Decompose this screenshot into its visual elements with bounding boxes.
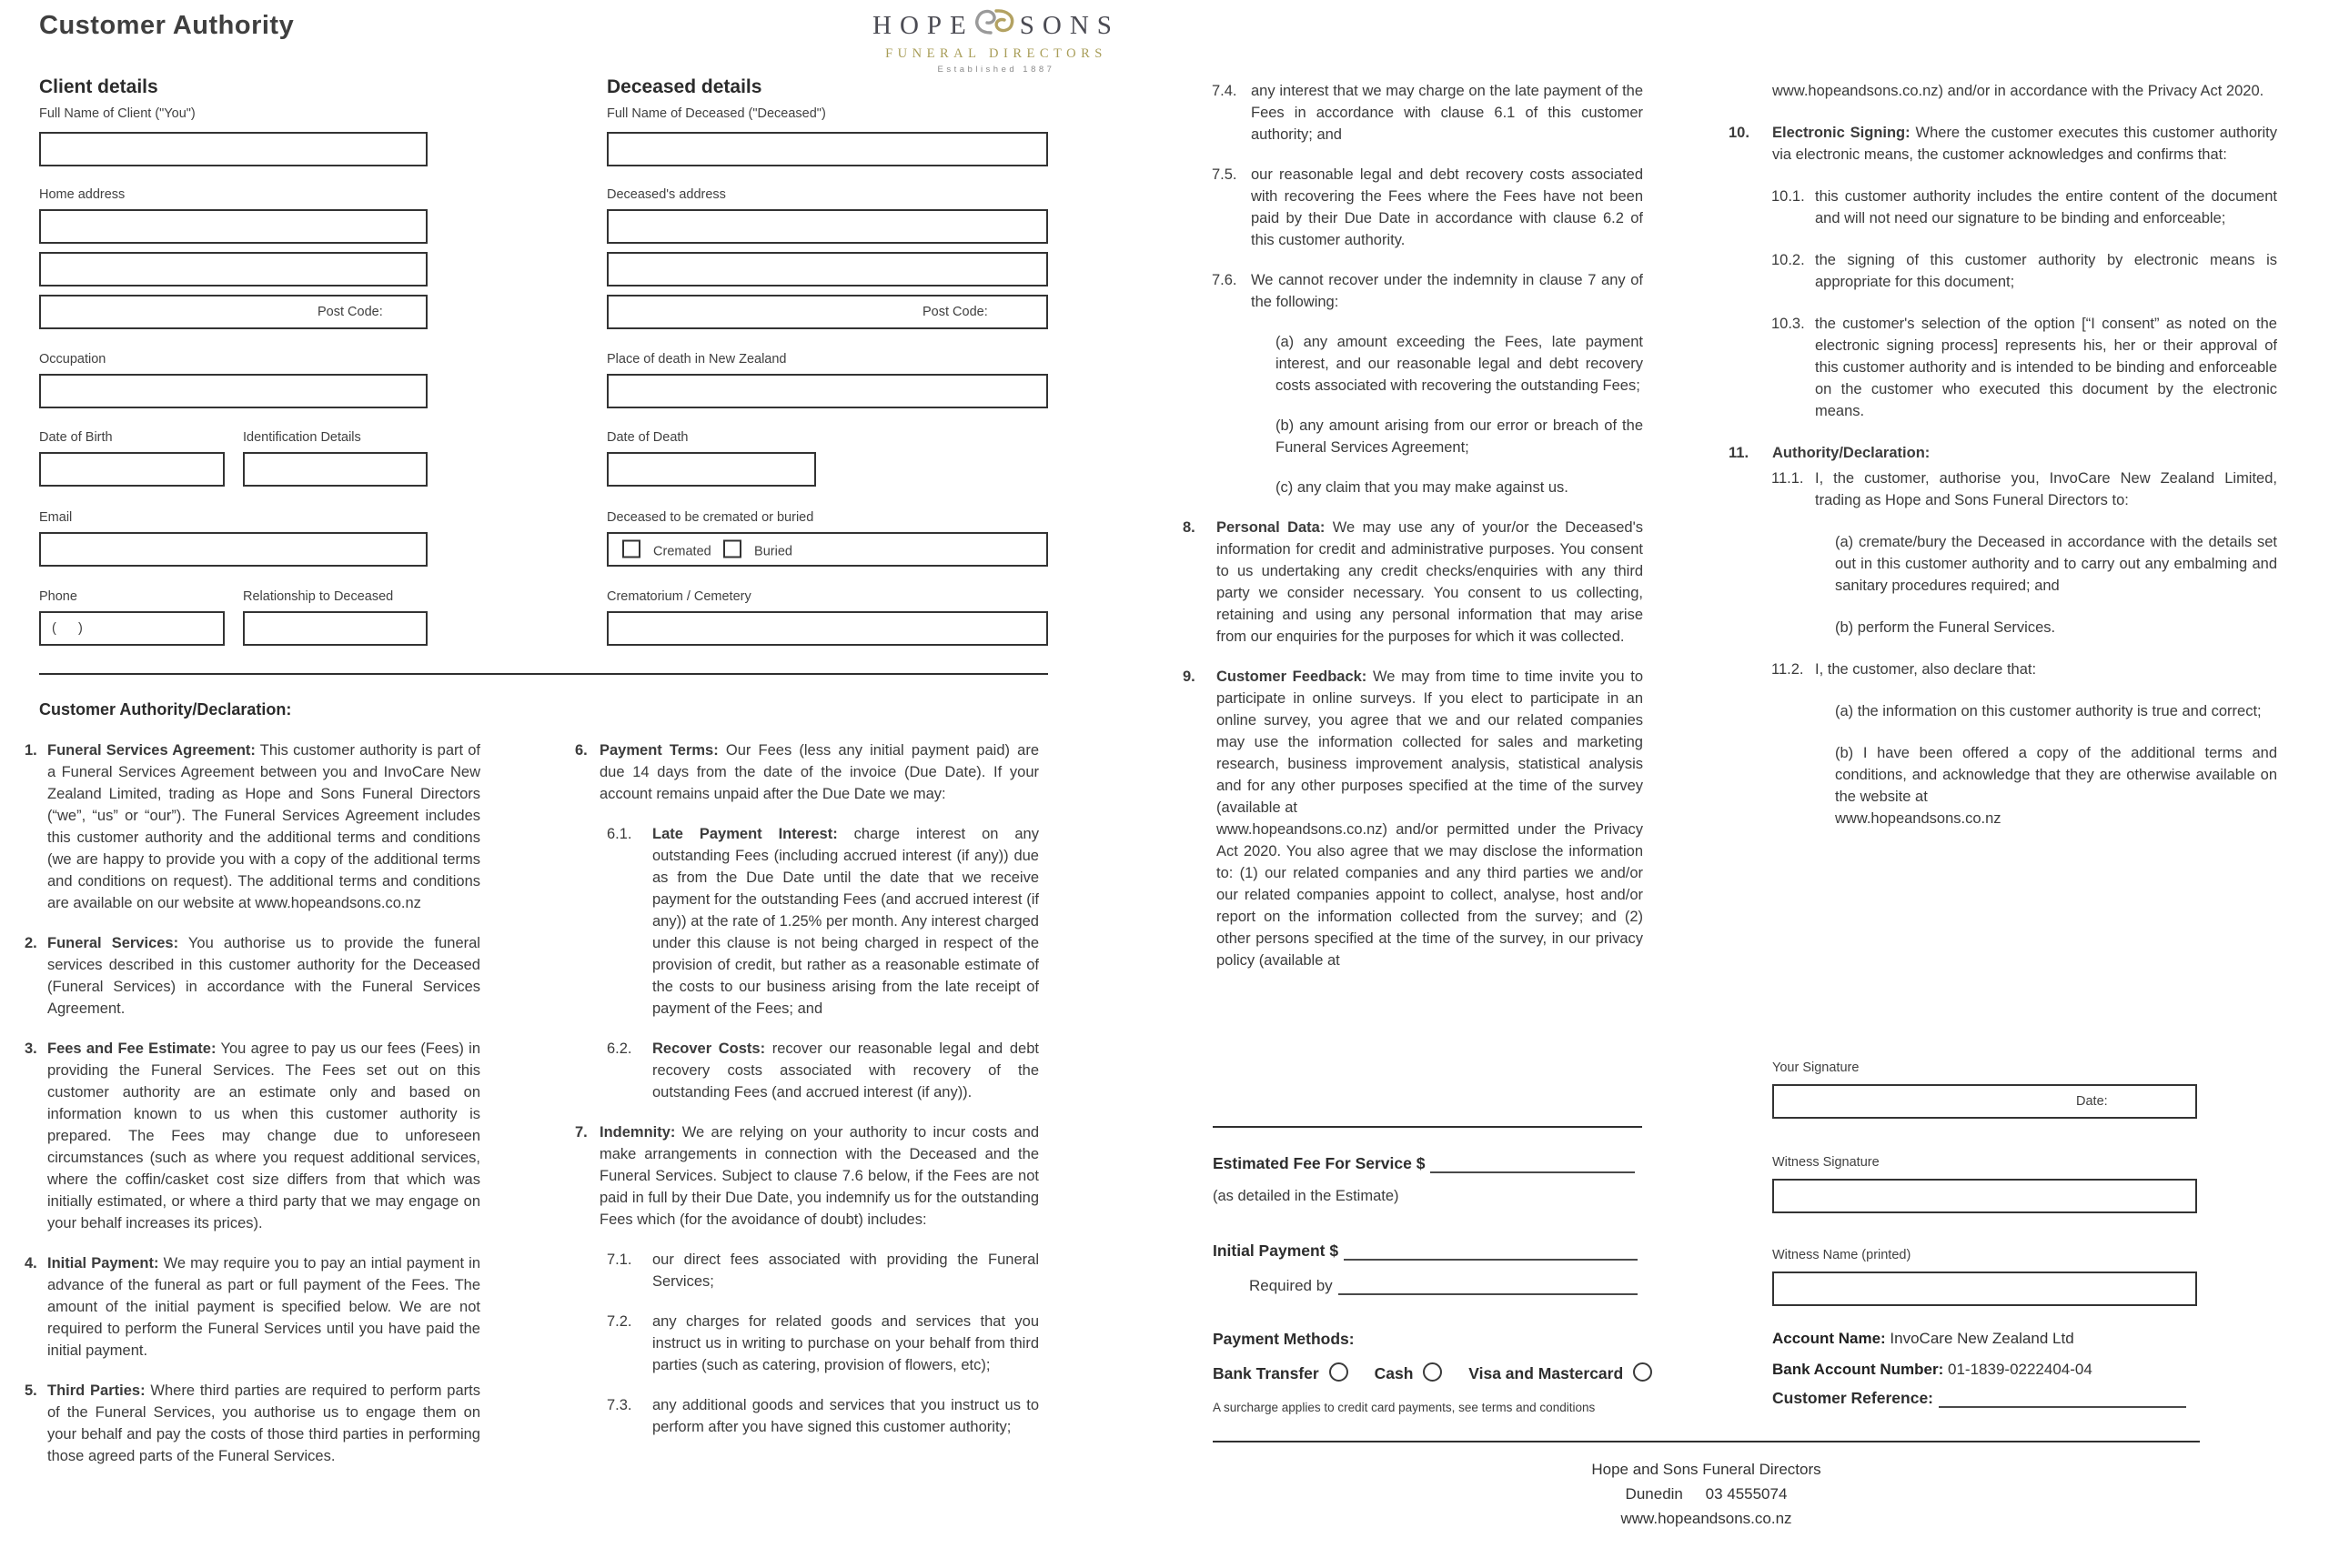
bank-transfer-label: Bank Transfer (1213, 1364, 1319, 1382)
deceased-post-code-label: Post Code: (923, 305, 988, 319)
cremated-checkbox[interactable] (622, 540, 640, 558)
client-relationship-input[interactable] (243, 611, 428, 646)
surcharge-note: A surcharge applies to credit card payments, see terms and conditions (1213, 1401, 1596, 1414)
clause-7-6c: (c) any claim that you may make against us. (1275, 479, 1568, 496)
clause-10-3: 10.3. the customer's selection of the option [“I consent” as noted on the electronic signing process] represents his, her or their approval of this customer authority and is intended to be binding and enforceable on the customer who executed this document by the electronic means. (1771, 316, 2277, 419)
clause-7-4: 7.4. any interest that we may charge on the late payment of the Fees in accordance with clause 6.1 of this customer authority; and (1212, 83, 1643, 143)
crematorium-label: Crematorium / Cemetery (607, 589, 751, 604)
client-address-line3-input[interactable] (39, 295, 428, 329)
witness-signature-input[interactable] (1772, 1179, 2197, 1213)
required-by-input-line[interactable] (1338, 1275, 1638, 1295)
clause-6-2: 6.2. Recover Costs: recover our reasonable legal and debt recovery costs associated with recovery of the outstanding Fees (and accrued interest (if any)). (607, 1040, 1039, 1101)
footer-company: Hope and Sons Funeral Directors (1591, 1461, 1821, 1478)
clause-11-1a: (a) cremate/bury the Deceased in accordance with the details set out in this customer authority and to carry out any embalming and sanitary procedures required; and (1835, 534, 2277, 594)
witness-name-input[interactable] (1772, 1271, 2197, 1306)
clause-11-2a: (a) the information on this customer authority is true and correct; (1835, 703, 2262, 719)
client-full-name-input[interactable] (39, 132, 428, 166)
customer-reference-label: Customer Reference: (1772, 1389, 1933, 1407)
footer (1213, 1461, 2200, 1534)
client-details-heading: Client details (39, 76, 158, 97)
payment-methods-row (1213, 1362, 1652, 1383)
signature-date-label: Date: (2076, 1094, 2108, 1109)
footer-contact (1213, 1485, 2200, 1503)
account-name-value: InvoCare New Zealand Ltd (1890, 1330, 2074, 1347)
declaration-column-2 (575, 739, 1039, 1456)
required-by-label: Required by (1249, 1277, 1333, 1294)
declaration-heading: Customer Authority/Declaration: (39, 700, 292, 719)
clause-7-6b: (b) any amount arising from our error or breach of the Funeral Services Agreement; (1275, 417, 1643, 456)
client-post-code-label: Post Code: (318, 305, 383, 319)
declaration-column-3 (1183, 80, 1643, 990)
client-id-details-label: Identification Details (243, 430, 361, 445)
client-relationship-label: Relationship to Deceased (243, 589, 394, 604)
customer-reference-row (1772, 1388, 2186, 1408)
logo-wordmark (851, 5, 1142, 45)
clause-7-1: 7.1. our direct fees associated with providing the Funeral Services; (607, 1251, 1039, 1290)
hope-and-sons-logo (851, 5, 1142, 75)
witness-name-label: Witness Name (printed) (1772, 1248, 1911, 1262)
estimated-fee-input-line[interactable] (1430, 1153, 1635, 1173)
declaration-column-4 (1729, 80, 2277, 849)
cremated-or-buried-label: Deceased to be cremated or buried (607, 510, 814, 525)
footer-city: Dunedin (1625, 1485, 1683, 1503)
page-title: Customer Authority (39, 11, 295, 40)
initial-payment-input-line[interactable] (1344, 1241, 1638, 1261)
deceased-details-heading: Deceased details (607, 76, 762, 97)
footer-website: www.hopeandsons.co.nz (1620, 1510, 1792, 1527)
client-address-line1-input[interactable] (39, 209, 428, 244)
buried-option (723, 540, 792, 559)
deceased-address-line1-input[interactable] (607, 209, 1048, 244)
clause-7-5: 7.5. our reasonable legal and debt recovery costs associated with recovering the Fees where the Fees have not been paid by their Due Date in accordance with clause 6.2 of this customer authority. (1212, 166, 1643, 248)
deceased-full-name-input[interactable] (607, 132, 1048, 166)
clause-11-2b: (b) I have been offered a copy of the additional terms and conditions, and acknowledge that they are otherwise available on the website at www.hopeandsons.co.nz (1835, 745, 2277, 827)
account-name-label: Account Name: (1772, 1330, 1886, 1347)
logo-swirl-icon (971, 5, 1018, 45)
client-occupation-label: Occupation (39, 352, 106, 367)
your-signature-input[interactable] (1772, 1084, 2197, 1119)
clause-7-2: 7.2. any charges for related goods and services that you instruct us in writing to purchase on your behalf from third parties (such as catering, provision of flowers, etc); (607, 1313, 1039, 1373)
declaration-column-1 (25, 739, 480, 1485)
client-email-input[interactable] (39, 532, 428, 567)
deceased-full-name-label: Full Name of Deceased ("Deceased") (607, 106, 826, 121)
clause-7-6a: (a) any amount exceeding the Fees, late payment interest, and our reasonable legal and debt recovery costs associated with recovering the outstanding Fees; (1275, 334, 1643, 394)
cash-label: Cash (1374, 1364, 1414, 1382)
clause-9-continuation: www.hopeandsons.co.nz) and/or in accordance with the Privacy Act 2020. (1772, 83, 2264, 99)
required-by-row (1249, 1275, 1638, 1295)
client-email-label: Email (39, 510, 73, 525)
initial-payment-label: Initial Payment $ (1213, 1241, 1339, 1260)
clause-6: 6. Payment Terms: Our Fees (less any initial payment paid) are due 14 days from the date of the invoice (Due Date). If your account remains unpaid after the Due Date we may: (575, 742, 1039, 802)
clause-7: 7. Indemnity: We are relying on your authority to incur costs and make arrangements in connection with the Deceased and the Funeral Services. Subject to clause 7.6 below, if the Fees are not paid in full by their Due Date, you indemnify us for the outstanding Fees which (for the avoidance of doubt) includes: (575, 1124, 1039, 1228)
clause-2: 2. Funeral Services: You authorise us to provide the funeral services described in this customer authority for the Deceased (Funeral Services) in accordance with the Funeral Services Agreement. (25, 935, 480, 1017)
client-id-details-input[interactable] (243, 452, 428, 487)
bank-account-label: Bank Account Number: (1772, 1361, 1944, 1378)
account-name-row (1772, 1330, 2074, 1348)
footer-phone: 03 4555074 (1705, 1485, 1788, 1503)
date-of-death-label: Date of Death (607, 430, 689, 445)
deceased-address-line3-input[interactable] (607, 295, 1048, 329)
visa-mastercard-label: Visa and Mastercard (1468, 1364, 1624, 1382)
footer-separator-line (1213, 1441, 2200, 1442)
clause-9: 9. Customer Feedback: We may from time to time invite you to participate in online surveys. If you elect to participate in an online survey, you agree that we and our related companies may use the information collected for sales and marketing research, business improvement analysis, statistical analysis and for any other purposes specified at the time of the survey (available at www.hopeandsons.co.nz) and/or permitted under the Privacy Act 2020. You also agree that we may disclose the information to: (1) our related companies and any third parties we and/or our related companies appoint to collect, analyse, host and/or report on the information collected from the survey; and (2) other persons specified at the time of the survey, in our privacy policy (available at (1183, 668, 1643, 969)
place-of-death-label: Place of death in New Zealand (607, 352, 787, 367)
clause-10-1: 10.1. this customer authority includes the entire content of the document and will not need our signature to be binding and enforceable; (1771, 188, 2277, 226)
client-address-line2-input[interactable] (39, 252, 428, 286)
client-home-address-label: Home address (39, 187, 126, 202)
clause-7-6: 7.6. We cannot recover under the indemnity in clause 7 any of the following: (1212, 272, 1643, 310)
clause-11-2: 11.2. I, the customer, also declare that: (1771, 661, 2037, 678)
clause-10-2: 10.2. the signing of this customer authority by electronic means is appropriate for this document; (1771, 252, 2277, 290)
clause-6-1: 6.1. Late Payment Interest: charge interest on any outstanding Fees (including accrued interest (if any)) due as from the Due Date until the date that we receive payment for the outstanding Fees (and accrued interest (if any)) at the rate of 1.25% per month. Any interest charged under this clause is not being charged in respect of the provision of credit, but rather as a reasonable estimate of the costs to our business arising from the late receipt of payment of the Fees; and (607, 826, 1039, 1017)
clause-11-heading: 11. Authority/Declaration: (1729, 445, 1931, 461)
fees-separator-line (1213, 1126, 1642, 1128)
client-phone-label: Phone (39, 589, 77, 604)
clause-10: 10. Electronic Signing: Where the customer executes this customer authority via electronic means, the customer acknowledges and confirms that: (1729, 125, 2277, 163)
visa-mastercard-radio[interactable] (1633, 1362, 1652, 1382)
form-separator-line (39, 673, 1048, 675)
clause-11-1: 11.1. I, the customer, authorise you, InvoCare New Zealand Limited, trading as Hope and Sons Funeral Directors to: (1771, 470, 2277, 508)
buried-checkbox[interactable] (723, 540, 741, 558)
logo-subtitle: FUNERAL DIRECTORS (885, 46, 1107, 61)
clause-8: 8. Personal Data: We may use any of your/or the Deceased's information for credit and administrative purposes. You consent to us undertaking any credit checks/enquiries with any third party we consider necessary. You consent to us collecting, retaining and using any personal information that may arise from our enquiries for the purposes for which it was collected. (1183, 519, 1643, 645)
payment-methods-heading: Payment Methods: (1213, 1330, 1355, 1348)
client-phone-input[interactable] (39, 611, 225, 646)
bank-account-value: 01-1839-0222404-04 (1948, 1361, 2092, 1378)
bank-account-row (1772, 1361, 2092, 1379)
crematorium-input[interactable] (607, 611, 1048, 646)
logo-established: Established 1887 (937, 65, 1055, 75)
client-phone-value: ( ) (52, 621, 83, 636)
estimate-note: (as detailed in the Estimate) (1213, 1188, 1399, 1204)
client-dob-input[interactable] (39, 452, 225, 487)
cash-radio[interactable] (1423, 1362, 1442, 1382)
customer-reference-input-line[interactable] (1939, 1388, 2186, 1408)
initial-payment-row (1213, 1241, 1638, 1261)
logo-sons-text: SONS (1019, 10, 1120, 40)
clause-4: 4. Initial Payment: We may require you to pay an intial payment in advance of the funeral as part or full payment of the Fees. The amount of the initial payment is specified below. We are not required to perform the Funeral Services until you have paid the initial payment. (25, 1255, 481, 1359)
deceased-address-line2-input[interactable] (607, 252, 1048, 286)
cremated-or-buried-box (607, 532, 1048, 567)
your-signature-label: Your Signature (1772, 1060, 1860, 1075)
clause-3: 3. Fees and Fee Estimate: You agree to pay us our fees (Fees) in providing the Funeral Services. The Fees set out on this customer authority are an estimate only and based on information known to us when this customer authority is prepared. The Fees may change due to unforeseen circumstances (such as where you request additional services, where the coffin/casket cost size differs from that which was initially estimated, or where a third party that we may engage on your behalf increases its prices). (25, 1040, 480, 1231)
clause-7-3: 7.3. any additional goods and services that you instruct us to perform after you have signed this customer authority; (607, 1397, 1039, 1435)
clause-11-1b: (b) perform the Funeral Services. (1835, 619, 2056, 636)
client-dob-label: Date of Birth (39, 430, 113, 445)
client-full-name-label: Full Name of Client ("You") (39, 106, 196, 121)
witness-signature-label: Witness Signature (1772, 1155, 1880, 1170)
clause-1: 1. Funeral Services Agreement: This customer authority is part of a Funeral Services Agreement between you and InvoCare New Zealand Limited, trading as Hope and Sons Funeral Directors (“we”, “us” or “our”). The Funeral Services Agreement includes this customer authority and the additional terms and conditions (we are happy to provide you with a copy of the additional terms and conditions on request). The additional terms and conditions are available on our website at www.hopeandsons.co.nz (25, 742, 480, 911)
logo-hope-text: HOPE (872, 10, 974, 40)
estimated-fee-label: Estimated Fee For Service $ (1213, 1154, 1426, 1172)
cremated-label: Cremated (653, 544, 711, 559)
clause-5: 5. Third Parties: Where third parties are required to perform parts of the Funeral Services, you authorise us to engage them on your behalf and pay the costs of those third parties in performing those agreed parts of the Funeral Services. (25, 1382, 480, 1464)
estimated-fee-row (1213, 1153, 1635, 1173)
client-occupation-input[interactable] (39, 374, 428, 408)
deceased-address-label: Deceased's address (607, 187, 726, 202)
cremated-option (622, 540, 711, 559)
bank-transfer-radio[interactable] (1329, 1362, 1348, 1382)
place-of-death-input[interactable] (607, 374, 1048, 408)
buried-label: Buried (754, 544, 792, 559)
date-of-death-input[interactable] (607, 452, 816, 487)
